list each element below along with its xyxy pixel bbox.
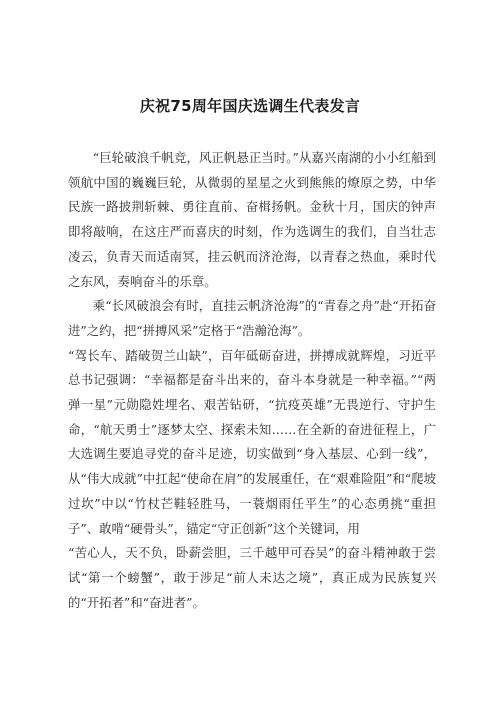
paragraph-struggle: “驾长车、踏破贺兰山缺”，百年砥砺奋进，拼搏成就辉煌，习近平总书记强调：“幸福都是奋斗出来的，奋斗本身就是一种幸福。”“两弹一星”元勋隐姓埋名、艰苦钻研，“抗疫英雄”无畏逆行、守护生命，“航天勇士”逐梦太空、探索未知……在全新的奋进征程上，广大选调生要追寻党的奋斗足迹，切实做到“身入基层、心到一线”，从“伟大成就”中扛起“使命在肩”的发展重任，在“艰难险阻”和“爬坡过坎”中以“竹杖芒鞋轻胜马，一蓑烟雨任平生”的心态勇挑“重担子”、敢啃“硬骨头”，锚定“守正创新”这个关键词，用 [68, 347, 436, 536]
paragraph-opening: “巨轮破浪千帆竞，风正帆悬正当时。”从嘉兴南湖的小小红船到领航中国的巍巍巨轮，从微弱的星星之火到熊熊的燎原之势，中华民族一路披荆斩棘、勇往直前、奋楫扬帆。金秋十月，国庆的钟声即将敲响，在这庄严而喜庆的时刻，作为选调生的我们，自当壮志凌云，负青天而适南冥，挂云帆而济沧海，以青春之热血，乘时代之东风，奏响奋斗的乐章。 [68, 150, 436, 289]
document-title: 庆祝75周年国庆选调生代表发言 [139, 97, 361, 115]
document-body [68, 146, 436, 615]
paragraph-pioneer: “苦心人，天不负，卧薪尝胆，三千越甲可吞吴”的奋斗精神敢于尝试“第一个螃蟹”，敢于涉足“前人未达之境”，真正成为民族复兴的“开拓者”和“奋进者”。 [68, 545, 436, 610]
paragraph-youth-boat: 乘“长风破浪会有时，直挂云帆济沧海”的“青春之舟”赴“开拓奋进”之约，把“拼搏风采”定格于“浩瀚沧海”。 [68, 298, 436, 338]
